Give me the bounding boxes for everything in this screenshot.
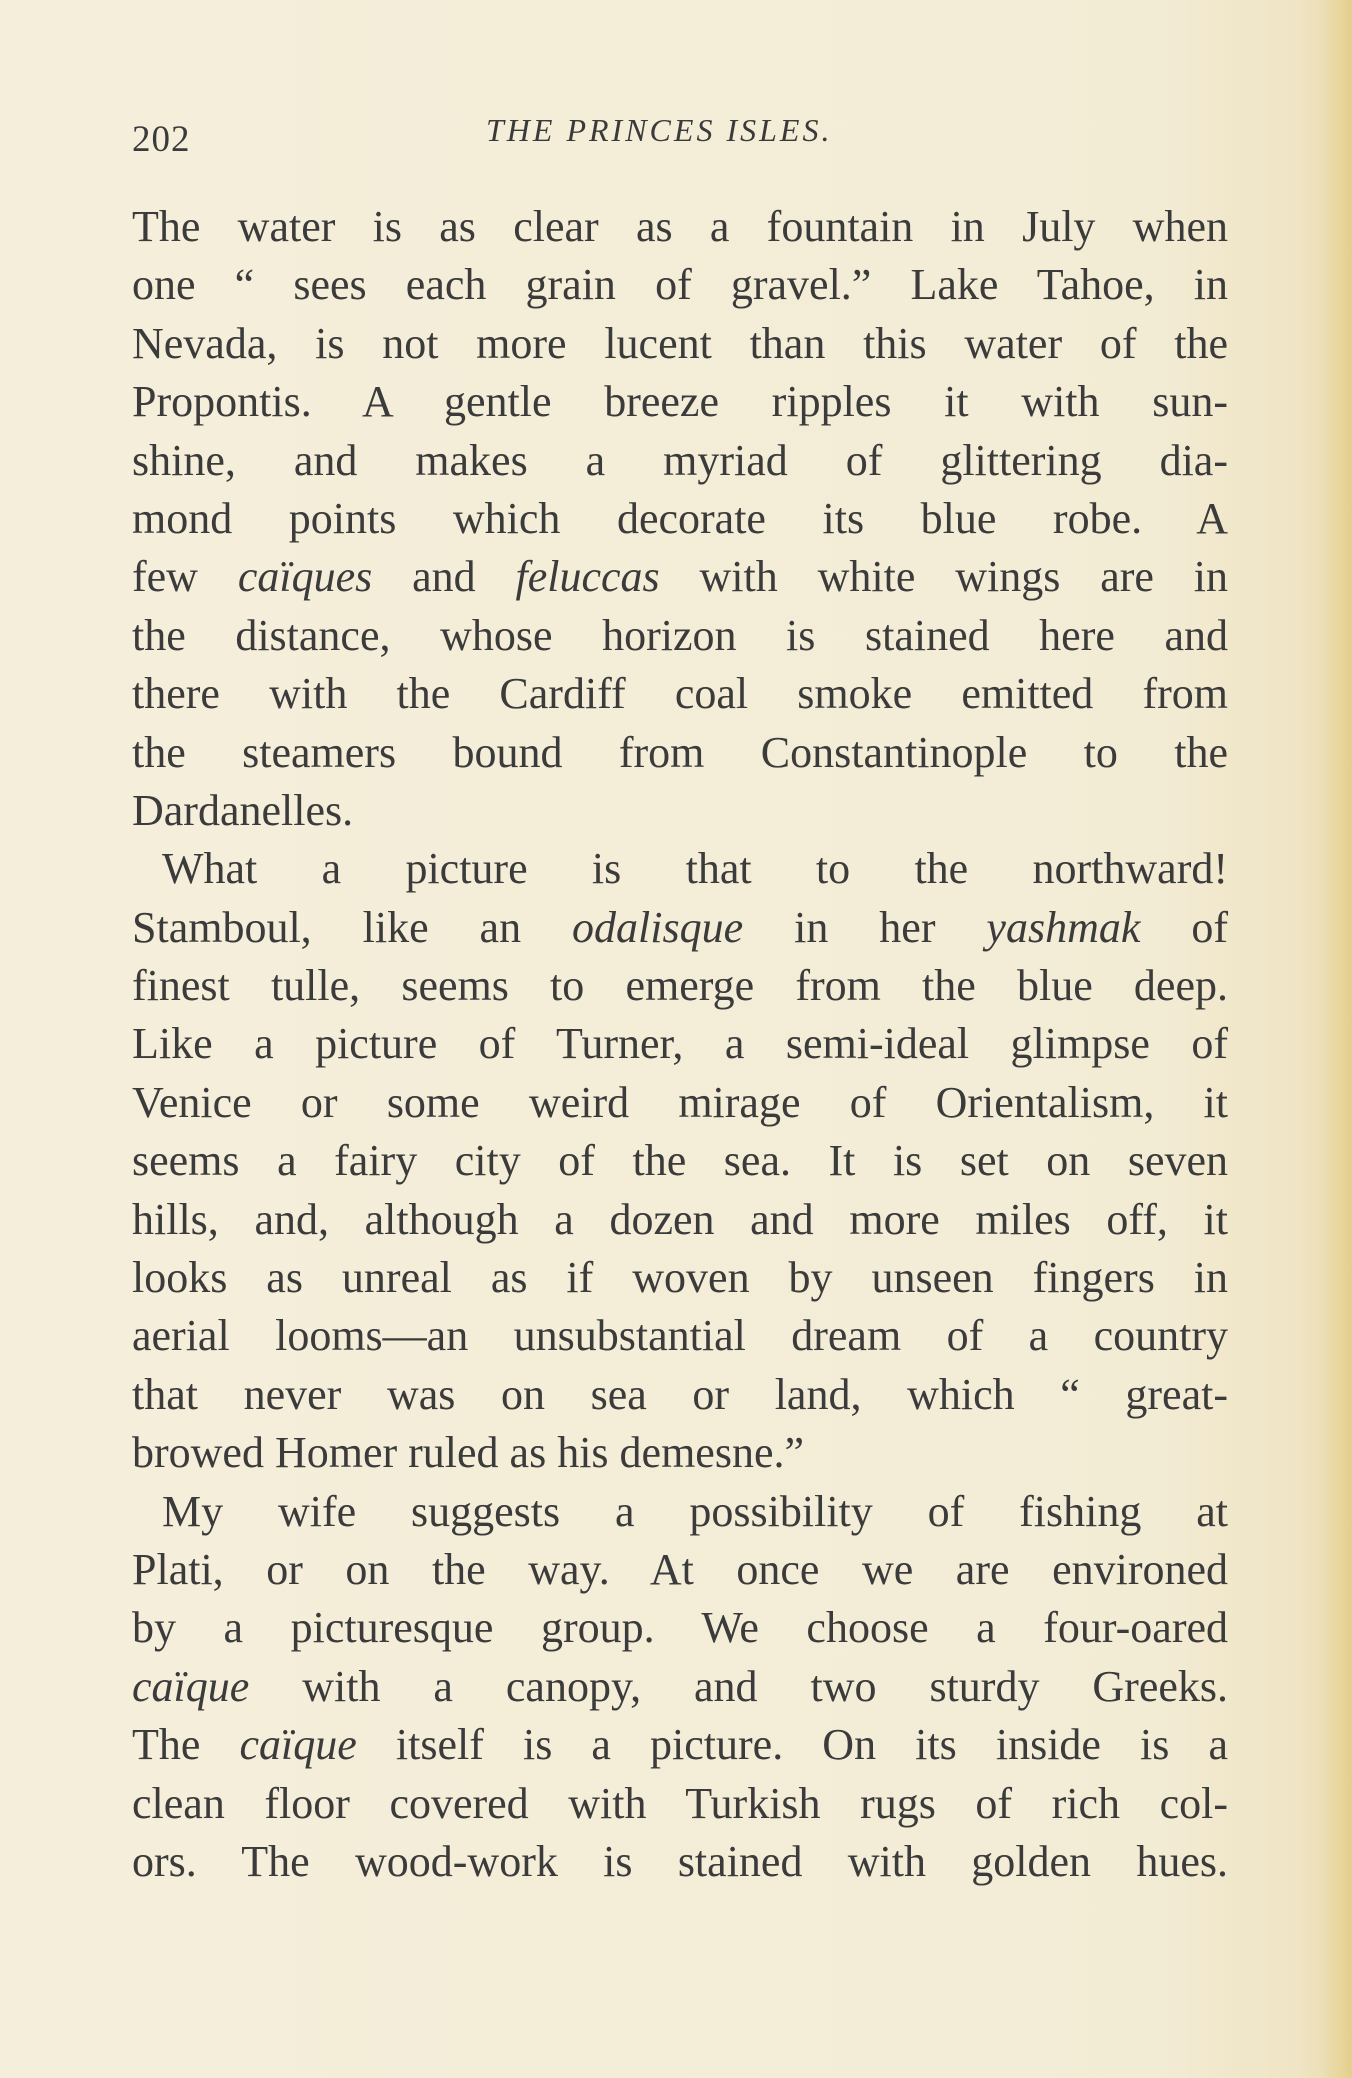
italic-term: caïques bbox=[237, 552, 373, 602]
text-line: browed Homer ruled as his demesne.” bbox=[132, 1428, 805, 1478]
text-line: ors. The wood-work is stained with golden hues. bbox=[132, 1836, 1228, 1886]
text-line: there with the Cardiff coal smoke emitted from bbox=[132, 669, 1228, 719]
text-line: the steamers bound from Constantinople to the bbox=[132, 727, 1228, 777]
text-line: Like a picture of Turner, a semi-ideal glimpse of bbox=[132, 1019, 1228, 1069]
italic-term: caïque bbox=[239, 1720, 357, 1770]
text-line: The water is as clear as a fountain in July when bbox=[132, 202, 1228, 251]
page-edge-shading bbox=[1322, 0, 1352, 2078]
text-line: My wife suggests a possibility of fishing at bbox=[162, 1486, 1228, 1536]
italic-term: odalisque bbox=[572, 902, 744, 952]
page-header bbox=[132, 112, 1232, 162]
text-line: mond points which decorate its blue robe. A bbox=[132, 493, 1228, 543]
text-line: Propontis. A gentle breeze ripples it with sun- bbox=[132, 377, 1228, 427]
body-text bbox=[132, 198, 1228, 1891]
text-line: aerial looms—an unsubstantial dream of a country bbox=[132, 1311, 1228, 1361]
text-line: hills, and, although a dozen and more miles off, it bbox=[132, 1194, 1228, 1244]
text-line: caïque with a canopy, and two sturdy Greeks. bbox=[132, 1661, 1228, 1711]
text-line: Venice or some weird mirage of Orientalism, it bbox=[132, 1077, 1228, 1127]
text-line: What a picture is that to the northward! bbox=[162, 844, 1228, 894]
text-line: clean floor covered with Turkish rugs of rich col- bbox=[132, 1778, 1228, 1828]
italic-term: caïque bbox=[132, 1661, 250, 1711]
text-line: looks as unreal as if woven by unseen fingers in bbox=[132, 1253, 1228, 1303]
running-title: THE PRINCES ISLES. bbox=[486, 112, 833, 148]
text-line: by a picturesque group. We choose a four-oared bbox=[132, 1603, 1228, 1653]
text-line: Stamboul, like an odalisque in her yashmak of bbox=[132, 902, 1228, 952]
text-line: that never was on sea or land, which “ great- bbox=[132, 1369, 1228, 1419]
text-line: Nevada, is not more lucent than this water of the bbox=[132, 318, 1228, 368]
italic-term: yashmak bbox=[986, 902, 1141, 952]
text-line: The caïque itself is a picture. On its inside is a bbox=[132, 1720, 1229, 1770]
text-line: Plati, or on the way. At once we are environed bbox=[132, 1544, 1228, 1594]
italic-term: feluccas bbox=[515, 552, 660, 602]
text-line: the distance, whose horizon is stained here and bbox=[132, 610, 1228, 660]
page-number: 202 bbox=[132, 119, 191, 160]
text-line: seems a fairy city of the sea. It is set on seven bbox=[132, 1136, 1228, 1186]
text-line: one “ sees each grain of gravel.” Lake Tahoe, in bbox=[132, 260, 1228, 310]
text-line: finest tulle, seems to emerge from the blue deep. bbox=[132, 961, 1228, 1011]
text-line: shine, and makes a myriad of glittering dia- bbox=[132, 435, 1228, 485]
text-line: few caïques and feluccas with white wings are in bbox=[132, 552, 1228, 602]
text-line: Dardanelles. bbox=[132, 785, 354, 835]
